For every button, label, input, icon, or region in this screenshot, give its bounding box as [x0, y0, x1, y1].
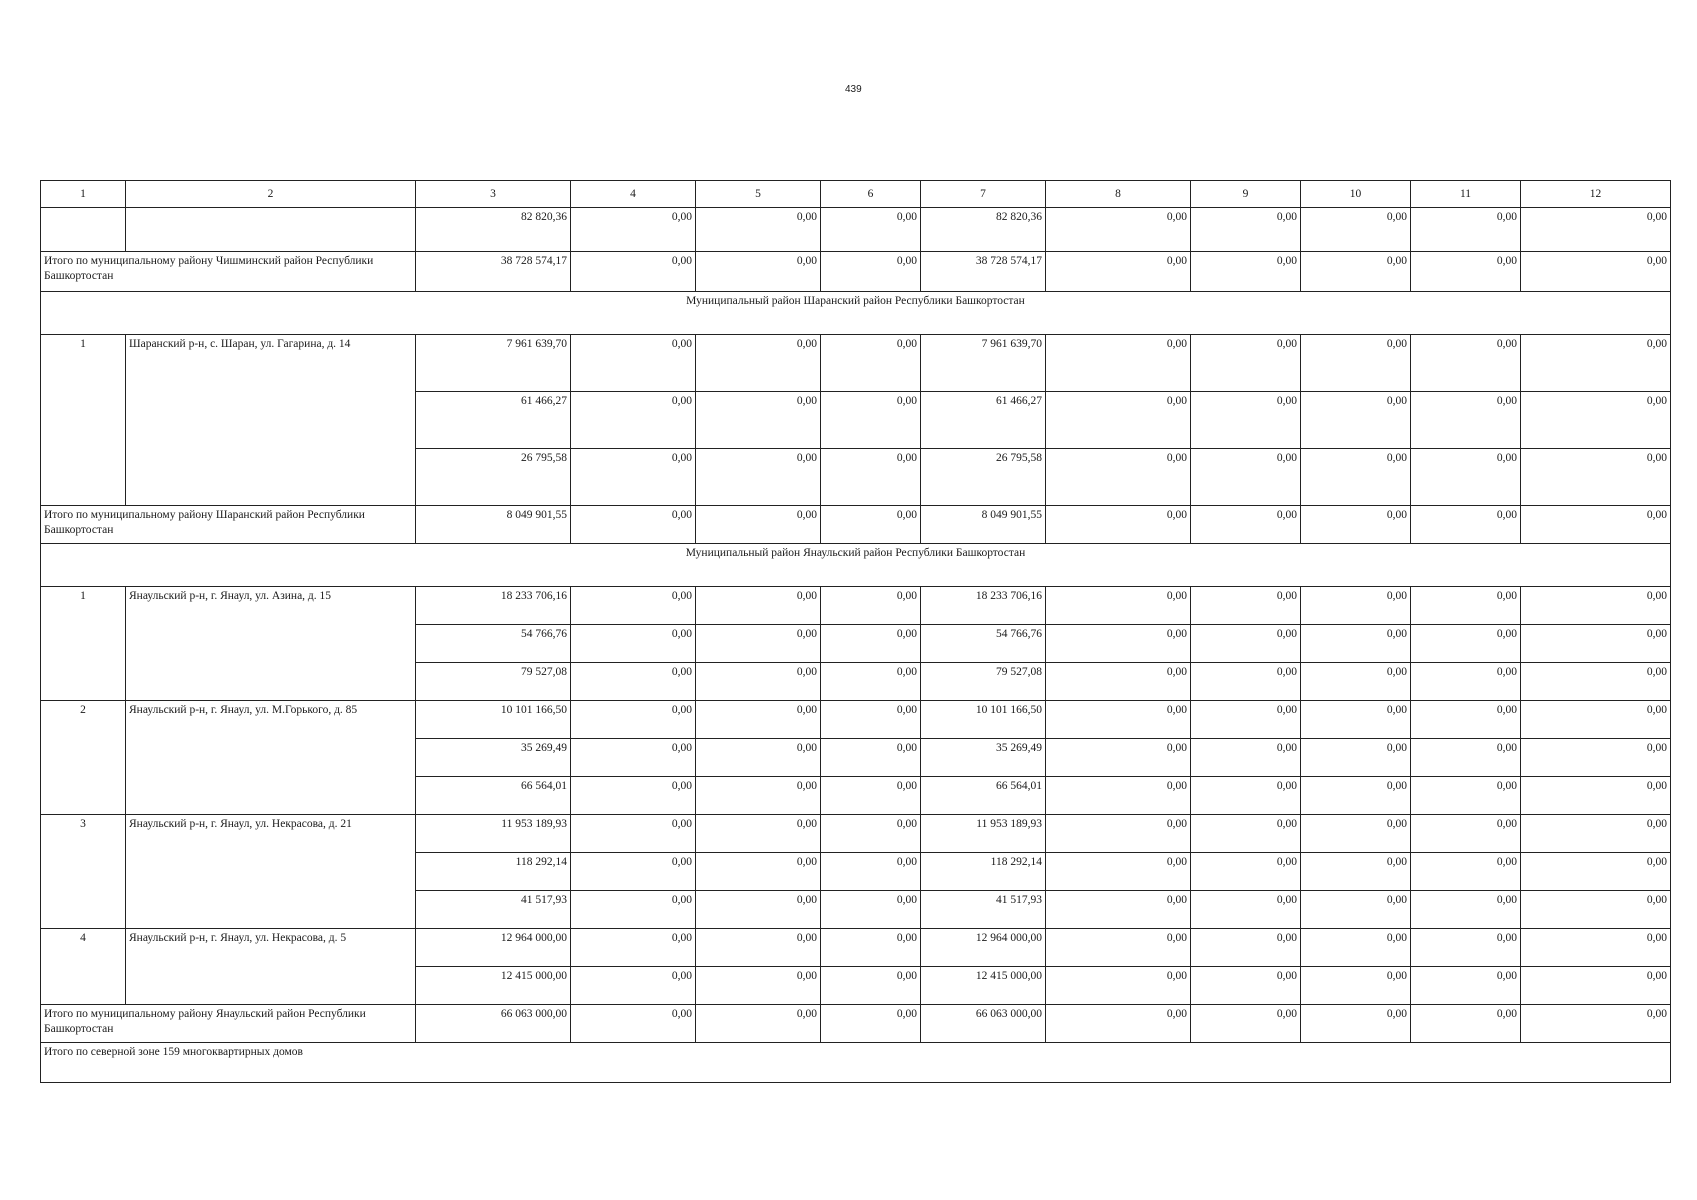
- col-header: 1: [41, 181, 126, 208]
- cell-value: 0,00: [696, 663, 821, 701]
- cell-value: 0,00: [571, 625, 696, 663]
- section-title: Муниципальный район Шаранский район Республики Башкортостан: [41, 292, 1671, 335]
- cell-value: 0,00: [571, 1005, 696, 1043]
- cell-value: 0,00: [571, 663, 696, 701]
- cell-value: 7 961 639,70: [921, 335, 1046, 392]
- cell-num: 1: [41, 587, 126, 701]
- total-label: Итого по муниципальному району Чишминский район Республики Башкортостан: [41, 252, 416, 292]
- total-label: Итого по муниципальному району Шаранский район Республики Башкортостан: [41, 506, 416, 544]
- cell-value: 0,00: [1046, 929, 1191, 967]
- cell-value: 0,00: [571, 701, 696, 739]
- col-header: 8: [1046, 181, 1191, 208]
- cell-value: 26 795,58: [921, 449, 1046, 506]
- cell-value: 0,00: [1191, 449, 1301, 506]
- cell-value: 79 527,08: [416, 663, 571, 701]
- cell-value: 0,00: [1411, 891, 1521, 929]
- cell-value: 0,00: [1046, 967, 1191, 1005]
- cell-value: 0,00: [1521, 252, 1671, 292]
- cell-value: 12 415 000,00: [921, 967, 1046, 1005]
- col-header: 2: [126, 181, 416, 208]
- header-row: [41, 181, 1671, 208]
- cell-value: 0,00: [571, 208, 696, 252]
- page-number: 439: [845, 84, 862, 95]
- cell-value: 0,00: [1411, 252, 1521, 292]
- col-header: 5: [696, 181, 821, 208]
- table-row: [41, 208, 1671, 252]
- cell-value: 41 517,93: [416, 891, 571, 929]
- cell-value: 0,00: [821, 506, 921, 544]
- total-row: [41, 252, 1671, 292]
- cell-value: 0,00: [1046, 701, 1191, 739]
- cell-value: 0,00: [1521, 1005, 1671, 1043]
- cell-value: 0,00: [1521, 853, 1671, 891]
- total-row: [41, 506, 1671, 544]
- cell-value: 0,00: [1521, 449, 1671, 506]
- cell-value: 0,00: [1521, 967, 1671, 1005]
- cell-value: 54 766,76: [921, 625, 1046, 663]
- cell-value: 0,00: [1046, 587, 1191, 625]
- cell-value: 0,00: [1191, 663, 1301, 701]
- cell-value: 0,00: [696, 701, 821, 739]
- cell-value: 82 820,36: [921, 208, 1046, 252]
- cell-value: 66 063 000,00: [416, 1005, 571, 1043]
- cell-value: 0,00: [696, 208, 821, 252]
- cell-value: 0,00: [1411, 587, 1521, 625]
- col-header: 7: [921, 181, 1046, 208]
- cell-value: 0,00: [1046, 777, 1191, 815]
- total-label: Итого по муниципальному району Янаульский район Республики Башкортостан: [41, 1005, 416, 1043]
- cell-value: 79 527,08: [921, 663, 1046, 701]
- cell-value: 38 728 574,17: [921, 252, 1046, 292]
- cell-num: 3: [41, 815, 126, 929]
- cell-value: 0,00: [1191, 1005, 1301, 1043]
- cell-value: 0,00: [1301, 967, 1411, 1005]
- cell-value: 0,00: [821, 335, 921, 392]
- cell-value: 66 063 000,00: [921, 1005, 1046, 1043]
- cell-value: 66 564,01: [416, 777, 571, 815]
- cell-value: 8 049 901,55: [416, 506, 571, 544]
- cell-value: 0,00: [1046, 853, 1191, 891]
- cell-value: 0,00: [571, 587, 696, 625]
- cell-value: 0,00: [571, 967, 696, 1005]
- cell-value: 0,00: [1521, 663, 1671, 701]
- cell-value: 61 466,27: [921, 392, 1046, 449]
- col-header: 4: [571, 181, 696, 208]
- cell-value: 0,00: [1191, 587, 1301, 625]
- cell-value: 0,00: [1521, 701, 1671, 739]
- cell-num: 1: [41, 335, 126, 506]
- cell-value: 12 964 000,00: [921, 929, 1046, 967]
- table-row: [41, 701, 1671, 739]
- cell-addr: Янаульский р-н, г. Янаул, ул. Азина, д. 15: [126, 587, 416, 701]
- cell-value: 0,00: [1521, 208, 1671, 252]
- cell-value: 0,00: [1411, 967, 1521, 1005]
- cell-value: 0,00: [1046, 739, 1191, 777]
- cell-value: 0,00: [1301, 1005, 1411, 1043]
- cell-value: 0,00: [696, 815, 821, 853]
- cell-value: 0,00: [1191, 252, 1301, 292]
- cell-value: 0,00: [1191, 739, 1301, 777]
- cell-value: 0,00: [821, 929, 921, 967]
- cell-value: 0,00: [821, 739, 921, 777]
- cell-value: 0,00: [1046, 252, 1191, 292]
- table-row: [41, 335, 1671, 392]
- cell-value: 0,00: [821, 1005, 921, 1043]
- cell-value: 0,00: [1411, 777, 1521, 815]
- cell-value: 0,00: [1411, 739, 1521, 777]
- cell-value: 38 728 574,17: [416, 252, 571, 292]
- cell-value: 0,00: [821, 815, 921, 853]
- cell-value: 18 233 706,16: [416, 587, 571, 625]
- cell-value: 0,00: [1411, 335, 1521, 392]
- col-header: 10: [1301, 181, 1411, 208]
- cell-value: 0,00: [1521, 625, 1671, 663]
- cell-value: 0,00: [696, 392, 821, 449]
- cell-value: 41 517,93: [921, 891, 1046, 929]
- cell-value: 0,00: [821, 777, 921, 815]
- cell-addr: Янаульский р-н, г. Янаул, ул. Некрасова, д. 21: [126, 815, 416, 929]
- col-header: 9: [1191, 181, 1301, 208]
- cell-addr: Шаранский р-н, с. Шаран, ул. Гагарина, д. 14: [126, 335, 416, 506]
- cell-value: 0,00: [821, 252, 921, 292]
- cell-value: 0,00: [1301, 929, 1411, 967]
- cell-value: 0,00: [1046, 815, 1191, 853]
- cell-value: 0,00: [571, 739, 696, 777]
- cell-value: 0,00: [1191, 967, 1301, 1005]
- total-north-label: Итого по северной зоне 159 многоквартирных домов: [41, 1043, 1671, 1083]
- data-table: [40, 180, 1671, 1083]
- cell-value: 0,00: [1411, 701, 1521, 739]
- cell-value: 0,00: [1191, 815, 1301, 853]
- cell-value: 0,00: [1521, 392, 1671, 449]
- cell-value: 10 101 166,50: [416, 701, 571, 739]
- col-header: 3: [416, 181, 571, 208]
- cell-value: 0,00: [821, 587, 921, 625]
- cell-value: 0,00: [571, 853, 696, 891]
- cell-value: 0,00: [696, 252, 821, 292]
- cell-value: 0,00: [1191, 701, 1301, 739]
- cell-value: 0,00: [1521, 777, 1671, 815]
- cell-value: 12 415 000,00: [416, 967, 571, 1005]
- cell-value: 0,00: [1521, 929, 1671, 967]
- cell-value: 0,00: [1046, 663, 1191, 701]
- cell-value: 0,00: [1046, 208, 1191, 252]
- cell-value: 0,00: [1301, 853, 1411, 891]
- cell-value: 0,00: [571, 506, 696, 544]
- cell-value: 0,00: [1301, 449, 1411, 506]
- cell-value: 11 953 189,93: [921, 815, 1046, 853]
- cell-value: 0,00: [821, 208, 921, 252]
- cell-value: 0,00: [1521, 335, 1671, 392]
- cell-value: 0,00: [696, 777, 821, 815]
- cell-value: 0,00: [1191, 929, 1301, 967]
- cell-value: 0,00: [1046, 335, 1191, 392]
- cell-value: 0,00: [1301, 739, 1411, 777]
- cell-value: 0,00: [571, 252, 696, 292]
- cell-value: 8 049 901,55: [921, 506, 1046, 544]
- cell-value: 0,00: [821, 449, 921, 506]
- cell-value: 0,00: [1411, 506, 1521, 544]
- cell-value: 0,00: [571, 891, 696, 929]
- cell-value: 0,00: [1301, 663, 1411, 701]
- cell-value: 66 564,01: [921, 777, 1046, 815]
- cell-value: 0,00: [1411, 208, 1521, 252]
- cell-value: 0,00: [696, 506, 821, 544]
- cell-num: 4: [41, 929, 126, 1005]
- cell-value: 0,00: [1301, 252, 1411, 292]
- cell-value: 0,00: [821, 625, 921, 663]
- cell-value: 0,00: [696, 1005, 821, 1043]
- cell-value: 0,00: [1411, 815, 1521, 853]
- cell-value: 54 766,76: [416, 625, 571, 663]
- section-title: Муниципальный район Янаульский район Республики Башкортостан: [41, 544, 1671, 587]
- total-row: [41, 1043, 1671, 1083]
- cell-value: 0,00: [1301, 777, 1411, 815]
- cell-value: 0,00: [1046, 506, 1191, 544]
- cell-value: 7 961 639,70: [416, 335, 571, 392]
- cell-value: 0,00: [1301, 392, 1411, 449]
- section-row: [41, 544, 1671, 587]
- section-row: [41, 292, 1671, 335]
- cell-value: 82 820,36: [416, 208, 571, 252]
- cell-value: 0,00: [1301, 506, 1411, 544]
- cell-value: 0,00: [1301, 815, 1411, 853]
- cell-value: 0,00: [1301, 625, 1411, 663]
- cell-value: 118 292,14: [921, 853, 1046, 891]
- cell-value: 0,00: [1191, 208, 1301, 252]
- cell-value: 0,00: [696, 449, 821, 506]
- table-row: [41, 587, 1671, 625]
- cell-num: 2: [41, 701, 126, 815]
- cell-value: 0,00: [821, 967, 921, 1005]
- cell-value: 0,00: [1521, 587, 1671, 625]
- cell-value: 0,00: [1521, 815, 1671, 853]
- cell-value: 0,00: [1521, 506, 1671, 544]
- cell-num: [41, 208, 126, 252]
- cell-value: 0,00: [1301, 335, 1411, 392]
- cell-value: 0,00: [1301, 208, 1411, 252]
- cell-value: 0,00: [821, 853, 921, 891]
- cell-value: 0,00: [696, 739, 821, 777]
- cell-value: 0,00: [696, 891, 821, 929]
- cell-value: 0,00: [696, 853, 821, 891]
- cell-addr: [126, 208, 416, 252]
- table-row: [41, 929, 1671, 967]
- cell-value: 0,00: [1191, 891, 1301, 929]
- col-header: 6: [821, 181, 921, 208]
- cell-value: 0,00: [571, 777, 696, 815]
- cell-value: 35 269,49: [921, 739, 1046, 777]
- cell-value: 0,00: [571, 449, 696, 506]
- cell-value: 0,00: [1046, 625, 1191, 663]
- cell-value: 0,00: [1191, 777, 1301, 815]
- cell-value: 0,00: [571, 929, 696, 967]
- cell-value: 0,00: [571, 392, 696, 449]
- cell-addr: Янаульский р-н, г. Янаул, ул. М.Горького, д. 85: [126, 701, 416, 815]
- cell-value: 0,00: [1521, 739, 1671, 777]
- cell-value: 61 466,27: [416, 392, 571, 449]
- cell-value: 18 233 706,16: [921, 587, 1046, 625]
- cell-value: 0,00: [821, 392, 921, 449]
- cell-value: 0,00: [821, 701, 921, 739]
- cell-value: 0,00: [1046, 1005, 1191, 1043]
- cell-value: 0,00: [1411, 1005, 1521, 1043]
- col-header: 11: [1411, 181, 1521, 208]
- cell-value: 0,00: [1411, 392, 1521, 449]
- cell-value: 26 795,58: [416, 449, 571, 506]
- cell-value: 0,00: [1301, 701, 1411, 739]
- table-row: [41, 815, 1671, 853]
- cell-value: 35 269,49: [416, 739, 571, 777]
- cell-value: 0,00: [1046, 891, 1191, 929]
- cell-value: 0,00: [1191, 392, 1301, 449]
- cell-value: 0,00: [696, 335, 821, 392]
- cell-value: 0,00: [1411, 625, 1521, 663]
- cell-value: 0,00: [821, 663, 921, 701]
- cell-value: 118 292,14: [416, 853, 571, 891]
- cell-value: 0,00: [1191, 625, 1301, 663]
- cell-value: 0,00: [1046, 449, 1191, 506]
- cell-value: 0,00: [571, 815, 696, 853]
- cell-value: 0,00: [696, 587, 821, 625]
- cell-value: 0,00: [1521, 891, 1671, 929]
- cell-value: 0,00: [1411, 449, 1521, 506]
- cell-value: 0,00: [571, 335, 696, 392]
- cell-value: 0,00: [1301, 587, 1411, 625]
- cell-value: 0,00: [696, 967, 821, 1005]
- cell-addr: Янаульский р-н, г. Янаул, ул. Некрасова, д. 5: [126, 929, 416, 1005]
- cell-value: 0,00: [696, 929, 821, 967]
- cell-value: 11 953 189,93: [416, 815, 571, 853]
- cell-value: 10 101 166,50: [921, 701, 1046, 739]
- cell-value: 0,00: [1411, 853, 1521, 891]
- cell-value: 0,00: [696, 625, 821, 663]
- col-header: 12: [1521, 181, 1671, 208]
- total-row: [41, 1005, 1671, 1043]
- cell-value: 0,00: [1191, 506, 1301, 544]
- cell-value: 12 964 000,00: [416, 929, 571, 967]
- cell-value: 0,00: [1301, 891, 1411, 929]
- cell-value: 0,00: [1191, 853, 1301, 891]
- cell-value: 0,00: [1046, 392, 1191, 449]
- cell-value: 0,00: [1191, 335, 1301, 392]
- cell-value: 0,00: [1411, 929, 1521, 967]
- cell-value: 0,00: [1411, 663, 1521, 701]
- cell-value: 0,00: [821, 891, 921, 929]
